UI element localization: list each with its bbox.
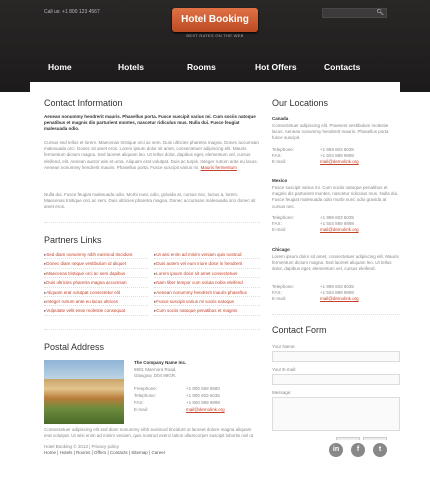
hotel-photo bbox=[44, 360, 124, 424]
facebook-icon[interactable]: f bbox=[351, 443, 365, 457]
search-input[interactable] bbox=[322, 8, 387, 18]
phone-number: Call us: +1 800 123 4567 bbox=[44, 9, 100, 15]
contact-info-lead: Aenean nonummy hendrerit mauris. Phasellus porta. Fusce suscipit varius mi. Cum sociis natoque penatibus et magnis dis parturient montes, nascetur ridiculus mus. Nulla dui. Fusce feugiat malesuada odio. bbox=[44, 114, 256, 132]
name-input[interactable] bbox=[272, 351, 400, 362]
email-label: E-mail: bbox=[272, 227, 287, 232]
tel-value: +1 959 603 6035 bbox=[320, 215, 354, 220]
contact-info-title: Contact Information bbox=[44, 98, 123, 108]
partner-link[interactable]: ▸ Fusce suscipit varius mi sociis natoque bbox=[154, 297, 260, 306]
message-label: Message: bbox=[272, 390, 292, 395]
fax-value: +1 504 889 9898 bbox=[320, 221, 354, 226]
mauris-link[interactable]: Mauris fermentum bbox=[200, 164, 237, 170]
location-text: Consectetuer adipiscing elit. Praesent vestibulum molestie lacus. Aenean nonummy hendrerit mauris. Phasellus porta fusce suscipit. bbox=[272, 123, 389, 141]
logo[interactable]: Hotel Booking bbox=[172, 8, 258, 32]
nav-rooms[interactable]: Rooms bbox=[187, 62, 216, 72]
footer-links[interactable]: Home | Hotels | Rooms | Offers | Contacts | Sitemap | Career bbox=[44, 450, 166, 455]
partner-link[interactable]: ▸ Cum sociis natoque penatibus et magnis bbox=[154, 306, 260, 315]
main-nav bbox=[0, 54, 430, 82]
partner-link[interactable]: ▸ Nam liber tempor cum soluta nobis eleifend bbox=[154, 278, 260, 287]
freephone-value: +1 800 559 6580 bbox=[186, 386, 220, 391]
content bbox=[30, 82, 400, 440]
location-name: Mexico bbox=[272, 178, 288, 183]
partner-link[interactable]: ▸ Duis autem vel eum iriure dolor in hendrerit bbox=[154, 259, 260, 268]
copyright: Hotel Booking © 2013 | Privacy policy bbox=[44, 444, 120, 449]
location-name: Chicago bbox=[272, 247, 290, 252]
email-link[interactable]: mail@demolink.org bbox=[320, 159, 359, 164]
nav-home[interactable]: Home bbox=[48, 62, 72, 72]
street: 8901 Marmora Road, bbox=[134, 367, 177, 372]
divider bbox=[272, 314, 400, 315]
telephone-label: Telephone: bbox=[134, 393, 157, 398]
email-link[interactable]: mail@demolink.org bbox=[186, 407, 225, 412]
fax-label: FAX: bbox=[272, 290, 282, 295]
tel-value: +1 959 603 6035 bbox=[320, 284, 354, 289]
email-input[interactable] bbox=[272, 374, 400, 385]
partner-link[interactable]: ▸ Ut wisi enim ad minim veniam quis nostrud bbox=[154, 250, 260, 259]
name-label: Your Name: bbox=[272, 344, 296, 349]
email-link[interactable]: mail@demolink.org bbox=[320, 296, 359, 301]
nav-hotels[interactable]: Hotels bbox=[118, 62, 144, 72]
tel-label: Telephone: bbox=[272, 215, 295, 220]
email-link[interactable]: mail@demolink.org bbox=[320, 227, 359, 232]
location-name: Canada bbox=[272, 116, 289, 121]
fax-value: +1 504 889 9898 bbox=[320, 290, 354, 295]
fax-label: FAX: bbox=[272, 221, 282, 226]
partner-link[interactable]: ▸ Donec diam neque vestibulum id aliquet bbox=[44, 259, 148, 268]
search-icon[interactable]: 🔍︎ bbox=[376, 10, 384, 16]
tel-value: +1 959 603 6035 bbox=[320, 147, 354, 152]
partner-link[interactable]: ▸ Vulputate velit esse molestie consequat bbox=[44, 306, 148, 315]
contact-info-text-2: Nulla dui. Fusce feugiat malesuada odio. Morbi nunc odio, gravida at, cursus nec, luctus a, lorem. Maecenas tristique orci ac sem. Duis ultricies pharetra magna. Donec accumsan malesuada orci donec sit amet eros. bbox=[44, 192, 256, 210]
fax-value: +1 800 889 9898 bbox=[186, 400, 220, 405]
fax-label: FAX: bbox=[134, 400, 144, 405]
contact-form-title: Contact Form bbox=[272, 325, 327, 335]
email-label: E-mail: bbox=[134, 407, 149, 412]
fax-value: +1 504 889 9898 bbox=[320, 153, 354, 158]
freephone-label: Freephone: bbox=[134, 386, 158, 391]
partner-link[interactable]: ▸ Maecenas tristique orci ac sem dapibus bbox=[44, 269, 148, 278]
header bbox=[0, 0, 430, 92]
contact-info-text: Cursus sed tellus et lorem. Maecenas tristique orci ac sem. Duis ultricies pharetra magna. Donec accumsan malesuada orci. Donec sit amet eros. Lorem ipsum dolor sit amet, consectetuer adipiscing elit. Mauris fermentum dictum magna. Sed laoreet aliquam leo. Ut tellus dolor, dapibus eget, elementum vel, cursus eleifend, elit. Aenean auctor wisi et urna. Aliquam erat volutpat. Duis ac turpis. Integer rutrum ante eu lacus. Aenean nonummy hendrerit mauris. Phasellus porta. Fusce suscipit varius mi. Mauris fermentum bbox=[44, 140, 259, 170]
locations-title: Our Locations bbox=[272, 98, 329, 108]
location-text: Lorem ipsum dolor sit amet, consectetuer adipiscing elit. Mauris fermentum dictum magna. Sed laoreet aliquam leo. Ut tellus dolor, dapibus eget, elementum vel, cursus eleifend. bbox=[272, 254, 399, 272]
divider bbox=[44, 222, 260, 223]
telephone-value: +1 800 603 6035 bbox=[186, 393, 220, 398]
partner-link[interactable]: ▸ Duis ultricies pharetra magna accumsan bbox=[44, 278, 148, 287]
location-text: Fusce suscipit varius mi. Cum sociis natoque penatibus et magnis dis parturient montes, nascetur ridiculus mus. Nulla dui. Fusce feugiat malesuada odio morbi nunc odio gravida at cursus nec. bbox=[272, 185, 399, 209]
partner-link[interactable]: ▸ Aliquam erat volutpat consectetur elit bbox=[44, 288, 148, 297]
partner-link[interactable]: ▸ Aenean nonummy hendrerit mauris phasellus bbox=[154, 288, 260, 297]
partner-link[interactable]: ▸ Lorem ipsum dolor sit amet consectetuer bbox=[154, 269, 260, 278]
fax-label: FAX: bbox=[272, 153, 282, 158]
partner-link[interactable]: ▸ Sed diam nonummy nibh euismod tincidunt bbox=[44, 250, 148, 259]
footer bbox=[0, 440, 430, 491]
postal-title: Postal Address bbox=[44, 342, 105, 352]
email-label: E-mail: bbox=[272, 159, 287, 164]
tagline: BEST RATES ON THE WEB bbox=[186, 33, 244, 38]
twitter-icon[interactable]: t bbox=[373, 443, 387, 457]
linkedin-icon[interactable]: in bbox=[329, 443, 343, 457]
tel-label: Telephone: bbox=[272, 284, 295, 289]
postal-text: Consectetuer adipiscing elit sed diam nonummy nibh euismod tincidunt ut laoreet dolore magna aliquam erat volutpat. Ut wisi enim ad minim veniam, quis nostrud exerci tation ullamcorper suscipit lobortis nisl ut bbox=[44, 427, 254, 439]
nav-hot-offers[interactable]: Hot Offers bbox=[255, 62, 297, 72]
partner-link[interactable]: ▸ Integer rutrum ante eu lacus ultrices bbox=[44, 297, 148, 306]
tel-label: Telephone: bbox=[272, 147, 295, 152]
city: Glasgow, D04 89GR. bbox=[134, 373, 177, 378]
email-field-label: Your E-mail: bbox=[272, 367, 297, 372]
partners-links-col2 bbox=[154, 250, 260, 316]
message-textarea[interactable] bbox=[272, 397, 400, 431]
nav-contacts[interactable]: Contacts bbox=[324, 62, 361, 72]
company-name: The Company Name Inc. bbox=[134, 360, 187, 365]
partners-links-col1 bbox=[44, 250, 148, 316]
divider bbox=[44, 329, 260, 330]
email-label: E-mail: bbox=[272, 296, 287, 301]
partners-title: Partners Links bbox=[44, 235, 102, 245]
